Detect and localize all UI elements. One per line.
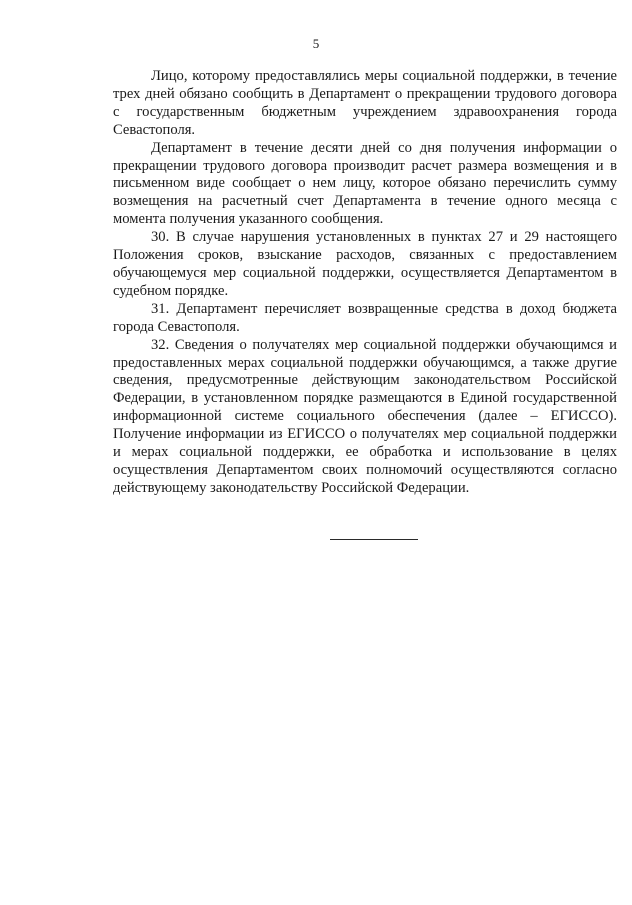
paragraph-item-30: 30. В случае нарушения установленных в пунктах 27 и 29 настоящего Положения сроков, взыскание расходов, связанных с предоставлением обучающемуся мер социальной поддержки, осуществляется Департаментом в судебном порядке. <box>113 229 617 299</box>
paragraph-notification-duty: Лицо, которому предоставлялись меры социальной поддержки, в течение трех дней обязано сообщить в Департамент о прекращении трудового договора с государственным бюджетным учреждением здравоохранения города Севастополя. <box>113 68 617 138</box>
page-number: 5 <box>312 36 320 51</box>
end-divider-line <box>330 539 418 540</box>
paragraph-item-31: 31. Департамент перечисляет возвращенные средства в доход бюджета города Севастополя. <box>113 300 617 335</box>
document-body <box>113 68 617 498</box>
paragraph-reimbursement-calculation: Департамент в течение десяти дней со дня получения информации о прекращении трудового договора производит расчет размера возмещения и в письменном виде сообщает о нем лицу, которое обязано перечислить сумму возмещения на расчетный счет Департамента в течение одного месяца с момента получения указанного сообщения. <box>113 139 617 228</box>
paragraph-item-32: 32. Сведения о получателях мер социальной поддержки обучающимся и предоставленных мерах социальной поддержки обучающимся, а также другие сведения, предусмотренные действующим законодательством Российской Федерации, в установленном порядке размещаются в Единой государственной информационной системе социального обеспечения (далее – ЕГИССО). Получение информации из ЕГИССО о получателях мер социальной поддержки и мерах социальной поддержки, ее обработка и использование в целях осуществления Департаментом своих полномочий осуществляются согласно действующему законодательству Российской Федерации. <box>113 336 617 496</box>
